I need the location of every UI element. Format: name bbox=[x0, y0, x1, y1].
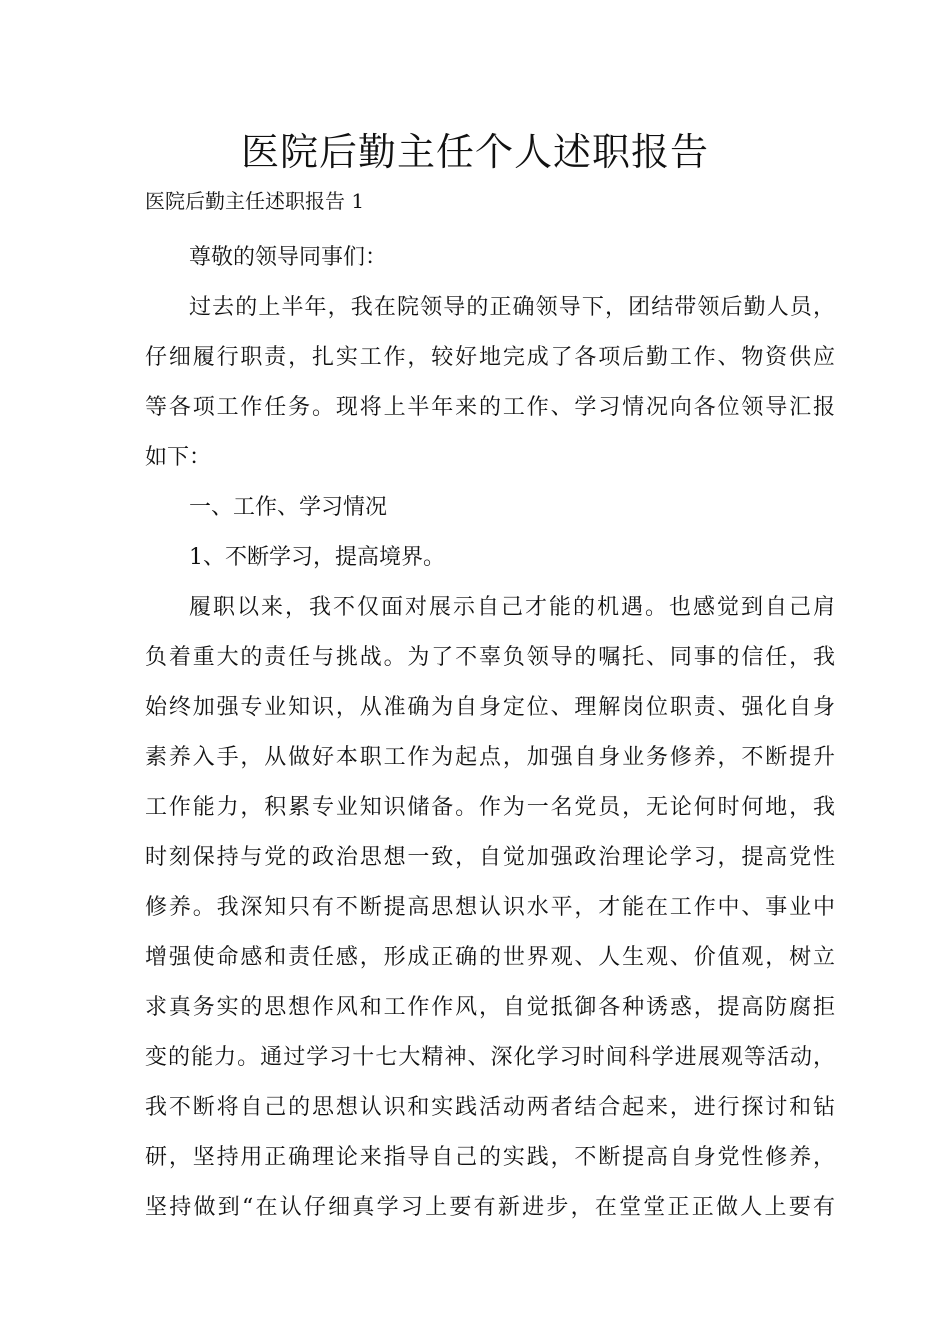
paragraph-line: 我不断将自己的思想认识和实践活动两者结合起来，进行探讨和钻 bbox=[145, 1095, 835, 1120]
paragraph-line: 增强使命感和责任感，形成正确的世界观、人生观、价值观，树立 bbox=[145, 945, 835, 970]
paragraph-line: 负着重大的责任与挑战。为了不辜负领导的嘱托、同事的信任，我 bbox=[145, 645, 835, 670]
paragraph-line: 时刻保持与党的政治思想一致，自觉加强政治理论学习，提高党性 bbox=[145, 845, 835, 870]
paragraph-intro bbox=[145, 283, 835, 483]
paragraph-line: 过去的上半年，我在院领导的正确领导下，团结带领后勤人员， bbox=[189, 295, 835, 320]
paragraph-line: 如下： bbox=[145, 445, 212, 470]
document-subtitle: 医院后勤主任述职报告 1 bbox=[145, 189, 365, 213]
document-title: 医院后勤主任个人述职报告 bbox=[240, 130, 709, 174]
paragraph-line: 研，坚持用正确理论来指导自己的实践，不断提高自身党性修养， bbox=[145, 1145, 835, 1170]
subsection-heading bbox=[145, 533, 835, 583]
paragraph-line: 坚持做到“在认仔细真学习上要有新进步，在堂堂正正做人上要有 bbox=[145, 1195, 835, 1220]
paragraph-line: 修养。我深知只有不断提高思想认识水平，才能在工作中、事业中 bbox=[145, 895, 835, 920]
paragraph-line: 仔细履行职责，扎实工作，较好地完成了各项后勤工作、物资供应 bbox=[145, 345, 835, 370]
section-heading bbox=[145, 483, 835, 533]
paragraph-line: 求真务实的思想作风和工作作风，自觉抵御各种诱惑，提高防腐拒 bbox=[145, 995, 835, 1020]
paragraph-line: 1、不断学习，提高境界。 bbox=[189, 545, 445, 570]
paragraph-line: 等各项工作任务。现将上半年来的工作、学习情况向各位领导汇报 bbox=[145, 395, 835, 420]
paragraph-line: 变的能力。通过学习十七大精神、深化学习时间科学进展观等活动， bbox=[145, 1045, 835, 1070]
paragraph-line: 工作能力，积累专业知识储备。作为一名党员，无论何时何地，我 bbox=[145, 795, 835, 820]
paragraph-salutation bbox=[145, 233, 835, 283]
document-body bbox=[145, 233, 835, 1233]
paragraph-line: 履职以来，我不仅面对展示自己才能的机遇。也感觉到自己肩 bbox=[189, 595, 835, 620]
paragraph-line: 素养入手，从做好本职工作为起点，加强自身业务修养，不断提升 bbox=[145, 745, 835, 770]
paragraph-line: 始终加强专业知识，从准确为自身定位、理解岗位职责、强化自身 bbox=[145, 695, 835, 720]
paragraph-line: 尊敬的领导同事们： bbox=[189, 245, 388, 270]
paragraph-body bbox=[145, 583, 835, 1233]
paragraph-line: 一、工作、学习情况 bbox=[189, 495, 388, 520]
